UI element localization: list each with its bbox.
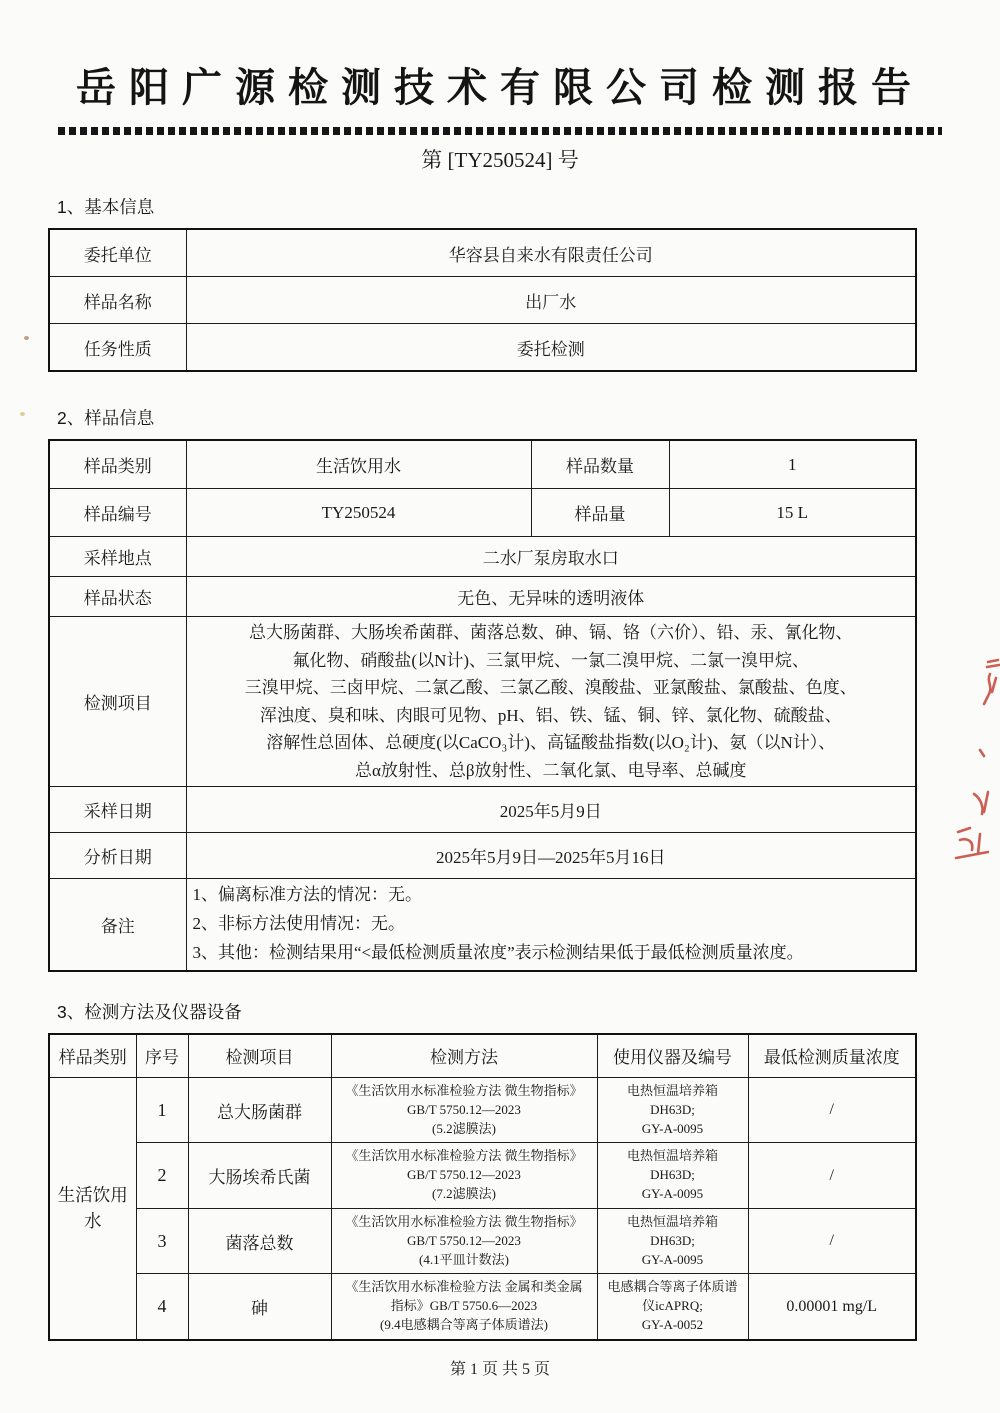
instrument-line: GY-A-0095	[641, 1186, 704, 1202]
method-line: 《生活饮用水标准检验方法 微生物指标》	[345, 1148, 583, 1164]
test-method	[331, 1077, 597, 1143]
test-item: 砷	[188, 1274, 331, 1340]
instrument-line: DH63D;	[650, 1101, 695, 1117]
test-items-list	[186, 617, 916, 787]
row-label: 分析日期	[49, 833, 186, 879]
red-pen-mark-lower	[944, 788, 998, 866]
method-line: (4.1平皿计数法)	[419, 1251, 509, 1267]
test-items-line: 溶解性总固体、总硬度(以CaCO₃计)、高锰酸盐指数(以O₂计)、氨（以N计）、	[266, 733, 836, 753]
test-items-line: 氟化物、硝酸盐(以N计)、三氯甲烷、一氯二溴甲烷、二氯一溴甲烷、	[292, 650, 810, 670]
column-header: 样品类别	[49, 1034, 136, 1078]
table-row	[49, 1143, 916, 1209]
table-row	[49, 1077, 916, 1143]
test-item: 大肠埃希氏菌	[188, 1143, 331, 1209]
instrument-line: GY-A-0052	[641, 1317, 704, 1333]
table-row	[49, 229, 916, 277]
row-value: 生活饮用水	[186, 440, 531, 489]
table-row	[49, 277, 916, 324]
test-items-line: 总α放射性、总β放射性、二氧化氯、电导率、总碱度	[354, 760, 747, 780]
instrument-line: GY-A-0095	[641, 1120, 704, 1136]
remark-line: 2、非标方法使用情况：无。	[192, 914, 405, 934]
row-label: 备注	[49, 879, 186, 971]
instrument	[597, 1077, 748, 1143]
row-value: TY250524	[186, 489, 531, 537]
row-label: 样品状态	[49, 577, 186, 617]
remark-line: 3、其他：检测结果用“<最低检测质量浓度”表示检测结果低于最低检测质量浓度。	[192, 942, 804, 962]
table-row	[49, 1208, 916, 1274]
detection-limit: /	[748, 1143, 916, 1209]
test-method	[331, 1274, 597, 1340]
test-item: 总大肠菌群	[188, 1077, 331, 1143]
row-label: 样品名称	[49, 277, 186, 324]
remark-content	[186, 879, 916, 971]
method-line: GB/T 5750.12—2023	[407, 1101, 521, 1117]
table-row-remark	[49, 879, 916, 971]
detection-limit: /	[748, 1208, 916, 1274]
method-line: 《生活饮用水标准检验方法 金属和类金属	[345, 1279, 583, 1295]
row-label: 样品量	[531, 489, 669, 537]
row-number: 3	[136, 1208, 188, 1274]
table-row	[49, 833, 916, 879]
instrument-line: 电热恒温培养箱	[626, 1213, 718, 1229]
page-footer: 第 1 页 共 5 页	[449, 1360, 550, 1378]
row-label: 任务性质	[49, 324, 186, 372]
method-line: 《生活饮用水标准检验方法 微生物指标》	[345, 1082, 583, 1098]
test-items-line: 三溴甲烷、三卤甲烷、二氯乙酸、三氯乙酸、溴酸盐、亚氯酸盐、氯酸盐、色度、	[244, 678, 857, 698]
methods-table	[48, 1033, 917, 1341]
table-row	[49, 577, 916, 617]
instrument	[597, 1208, 748, 1274]
row-label: 检测项目	[49, 617, 186, 787]
row-value: 出厂水	[186, 277, 916, 324]
instrument-line: 电热恒温培养箱	[626, 1082, 718, 1098]
dotted-divider	[58, 127, 942, 135]
scan-speck	[20, 412, 25, 416]
red-pen-mark-upper	[968, 658, 1000, 763]
row-value: 2025年5月9日	[186, 787, 916, 833]
test-items-line: 浑浊度、臭和味、肉眼可见物、pH、铝、铁、锰、铜、锌、氯化物、硫酸盐、	[259, 705, 842, 725]
row-value: 委托检测	[186, 324, 916, 372]
method-line: (9.4电感耦合等离子体质谱法)	[380, 1317, 548, 1333]
row-number: 2	[136, 1143, 188, 1209]
instrument-line: 仪icAPRQ;	[642, 1298, 703, 1314]
row-number: 4	[136, 1274, 188, 1340]
row-value: 15 L	[669, 489, 916, 537]
test-item: 菌落总数	[188, 1208, 331, 1274]
row-label: 样品类别	[49, 440, 186, 489]
column-header: 检测方法	[331, 1034, 597, 1078]
row-value: 1	[669, 440, 916, 489]
test-method	[331, 1143, 597, 1209]
instrument-line: 电感耦合等离子体质谱	[607, 1279, 738, 1295]
table-row	[49, 787, 916, 833]
column-header: 最低检测质量浓度	[748, 1034, 916, 1078]
scan-speck	[24, 336, 29, 340]
table-row	[49, 537, 916, 577]
row-value: 华容县自来水有限责任公司	[186, 229, 916, 277]
sample-category-cell: 生活饮用水	[49, 1077, 136, 1340]
method-line: GB/T 5750.12—2023	[407, 1167, 521, 1183]
sample-info-table	[48, 439, 917, 972]
row-value: 无色、无异味的透明液体	[186, 577, 916, 617]
instrument-line: GY-A-0095	[641, 1251, 704, 1267]
table-row-test-items	[49, 617, 916, 787]
instrument-line: DH63D;	[650, 1232, 695, 1248]
column-header: 检测项目	[188, 1034, 331, 1078]
row-value: 2025年5月9日—2025年5月16日	[186, 833, 916, 879]
table-row	[49, 440, 916, 489]
method-line: (5.2滤膜法)	[432, 1120, 496, 1136]
method-line: (7.2滤膜法)	[432, 1186, 496, 1202]
table-row	[49, 489, 916, 537]
table-row	[49, 1274, 916, 1340]
remark-line: 1、偏离标准方法的情况：无。	[192, 885, 422, 905]
section-heading-basic-info: 1、基本信息	[57, 197, 155, 217]
instrument	[597, 1274, 748, 1340]
report-title: 岳阳广源检测技术有限公司检测报告	[76, 66, 924, 110]
instrument-line: 电热恒温培养箱	[626, 1148, 718, 1164]
row-label: 采样日期	[49, 787, 186, 833]
row-label: 委托单位	[49, 229, 186, 277]
section-heading-sample-info: 2、样品信息	[57, 408, 155, 428]
report-number: 第 [TY250524] 号	[421, 148, 579, 172]
method-line: GB/T 5750.12—2023	[407, 1232, 521, 1248]
method-line: 《生活饮用水标准检验方法 微生物指标》	[345, 1213, 583, 1229]
basic-info-table	[48, 228, 917, 372]
row-label: 样品编号	[49, 489, 186, 537]
detection-limit: 0.00001 mg/L	[748, 1274, 916, 1340]
row-number: 1	[136, 1077, 188, 1143]
instrument	[597, 1143, 748, 1209]
row-value: 二水厂泵房取水口	[186, 537, 916, 577]
section-heading-methods: 3、检测方法及仪器设备	[57, 1001, 242, 1022]
table-row	[49, 324, 916, 372]
test-items-line: 总大肠菌群、大肠埃希菌群、菌落总数、砷、镉、铬（六价）、铅、汞、氰化物、	[249, 623, 853, 642]
column-header: 使用仪器及编号	[597, 1034, 748, 1078]
method-line: 指标》GB/T 5750.6—2023	[390, 1298, 538, 1314]
instrument-line: DH63D;	[650, 1167, 695, 1183]
column-header: 序号	[136, 1034, 188, 1078]
detection-limit: /	[748, 1077, 916, 1143]
row-label: 采样地点	[49, 537, 186, 577]
row-label: 样品数量	[531, 440, 669, 489]
test-method	[331, 1208, 597, 1274]
table-header-row	[49, 1034, 916, 1078]
